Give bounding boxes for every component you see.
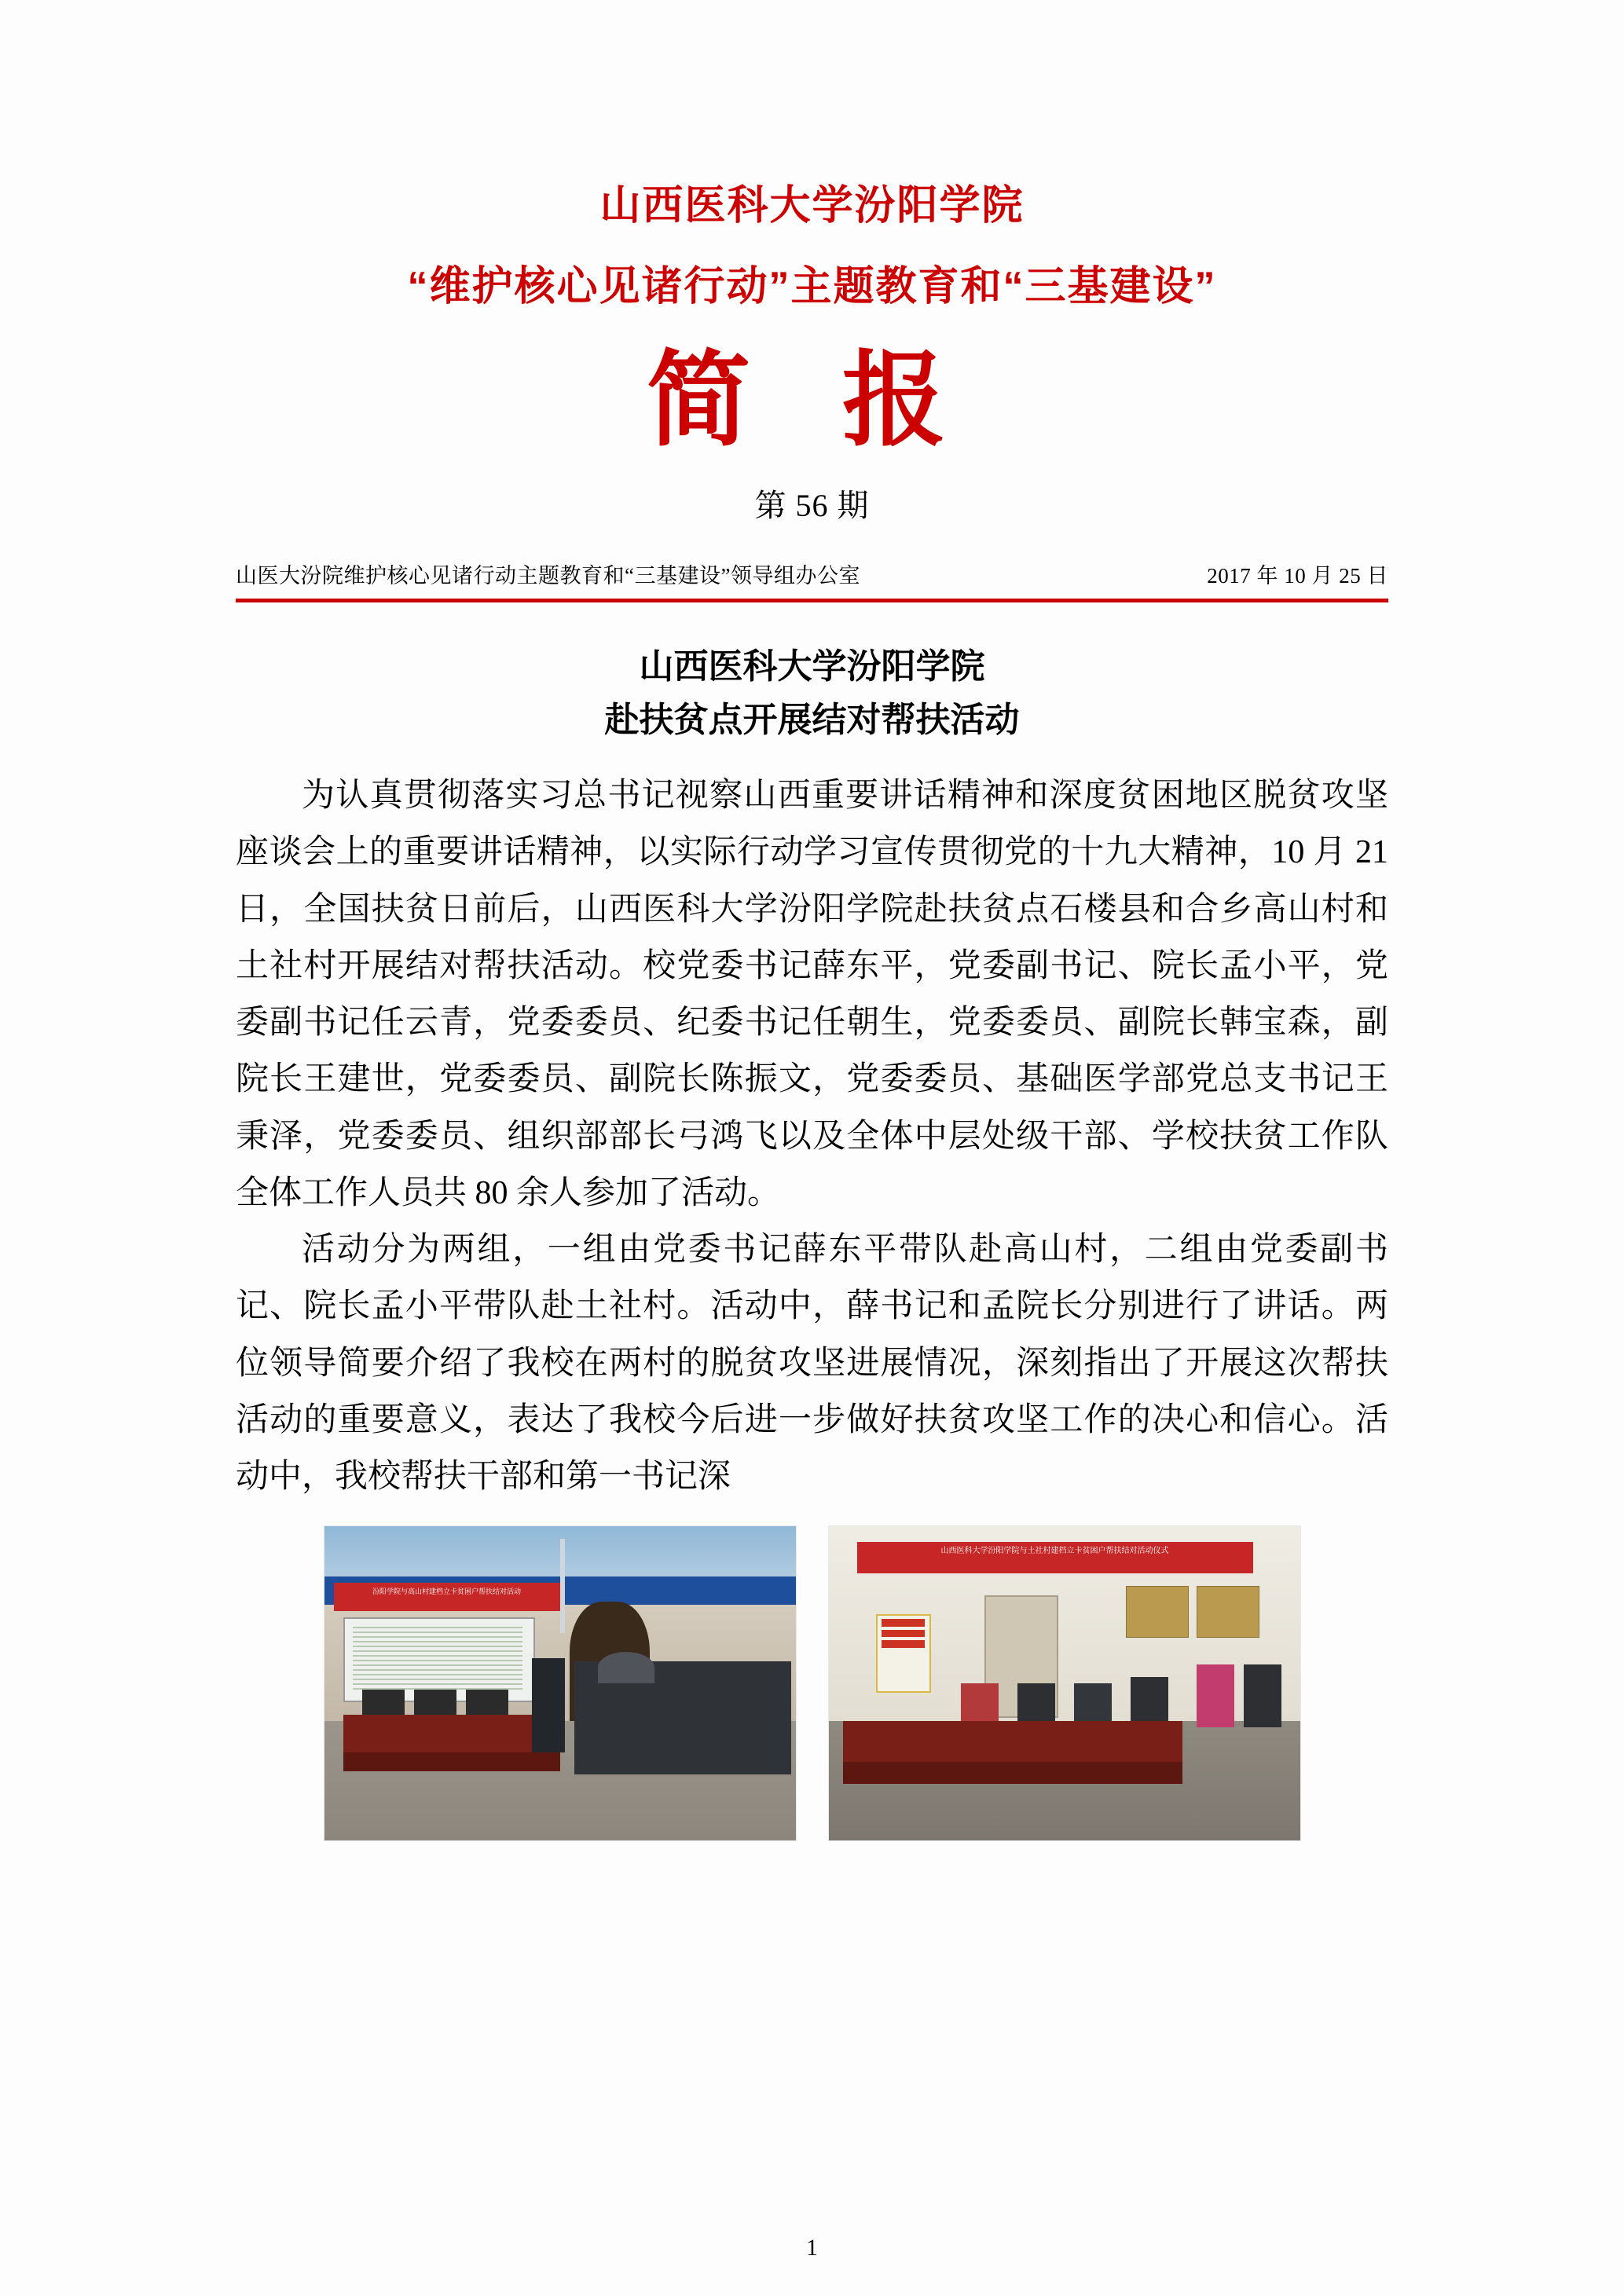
masthead-meta-row bbox=[236, 558, 1388, 589]
photo1-banner-text: 汾阳学院与高山村建档立卡贫困户帮扶结对活动 bbox=[372, 1587, 521, 1596]
masthead bbox=[0, 0, 1624, 525]
masthead-title: 简 报 bbox=[647, 342, 977, 458]
photo-gaoshan-village bbox=[324, 1525, 797, 1841]
masthead-line1: 山西医科大学汾阳学院 bbox=[599, 183, 1025, 229]
photo2-notice-sign bbox=[876, 1614, 931, 1693]
photo2-attendee bbox=[1197, 1664, 1234, 1727]
photo2-attendee bbox=[1131, 1677, 1168, 1727]
article-title-line2: 赴扶贫点开展结对帮扶活动 bbox=[604, 700, 1020, 739]
photo1-crowd-heads bbox=[598, 1652, 654, 1683]
paragraph-2: 活动分为两组，一组由党委书记薛东平带队赴高山村，二组由党委副书记、院长孟小平带队赴土社村。活动中，薛书记和孟院长分别进行了讲话。两位领导简要介绍了我校在两村的脱贫攻坚进展情况，深刻指出了开展这次帮扶活动的重要意义，表达了我校今后进一步做好扶贫攻坚工作的决心和信心。活动中，我校帮扶干部和第一书记深 bbox=[236, 1232, 1388, 1495]
photo1-table-skirt bbox=[343, 1752, 560, 1771]
photo1-board-lines bbox=[353, 1627, 522, 1690]
photo2-plaque bbox=[1126, 1586, 1189, 1638]
paragraph-1: 为认真贯彻落实习总书记视察山西重要讲话精神和深度贫困地区脱贫攻坚座谈会上的重要讲话精神，以实际行动学习宣传贯彻党的十九大精神，10 月 21 日，全国扶贫日前后，山西医科大学汾阳学院赴扶贫点石楼县和合乡高山村和土社村开展结对帮扶活动。校党委书记薛东平，党委副书记、院长孟小平，党委副书记任云青，党委委员、纪委书记任朝生，党委委员、副院长韩宝森，副院长王建世，党委委员、副院长陈振文，党委委员、基础医学部党总支书记王秉泽，党委委员、组织部部长弓鸿飞以及全体中层处级干部、学校扶贫工作队全体工作人员共 80 余人参加了活动。 bbox=[236, 778, 1388, 1211]
photo2-attendee bbox=[1244, 1664, 1281, 1727]
article-title-line1: 山西医科大学汾阳学院 bbox=[639, 646, 985, 686]
article-title bbox=[0, 640, 1624, 747]
masthead-issue: 第 56 期 bbox=[754, 487, 870, 523]
photo-row bbox=[236, 1525, 1388, 1841]
photo1-speaker bbox=[532, 1658, 565, 1752]
photo2-table-skirt bbox=[843, 1762, 1182, 1784]
issuing-office: 山医大汾院维护核心见诸行动主题教育和“三基建设”领导组办公室 bbox=[236, 563, 860, 588]
photo-tushe-village bbox=[828, 1525, 1301, 1841]
photo1-light-pole bbox=[560, 1539, 565, 1633]
photo1-table bbox=[343, 1715, 560, 1752]
photo2-table bbox=[843, 1721, 1182, 1762]
photo2-plaque bbox=[1197, 1586, 1259, 1638]
article-body bbox=[236, 767, 1388, 1505]
red-divider bbox=[236, 599, 1388, 602]
photo2-banner bbox=[857, 1542, 1253, 1573]
photo2-banner-text: 山西医科大学汾阳学院与土社村建档立卡贫困户帮扶结对活动仪式 bbox=[940, 1547, 1169, 1556]
photo1-banner bbox=[334, 1583, 560, 1611]
page-number: 1 bbox=[806, 2235, 818, 2261]
issue-date: 2017 年 10 月 25 日 bbox=[1207, 563, 1388, 588]
masthead-line2: “维护核心见诸行动”主题教育和“三基建设” bbox=[407, 264, 1217, 309]
